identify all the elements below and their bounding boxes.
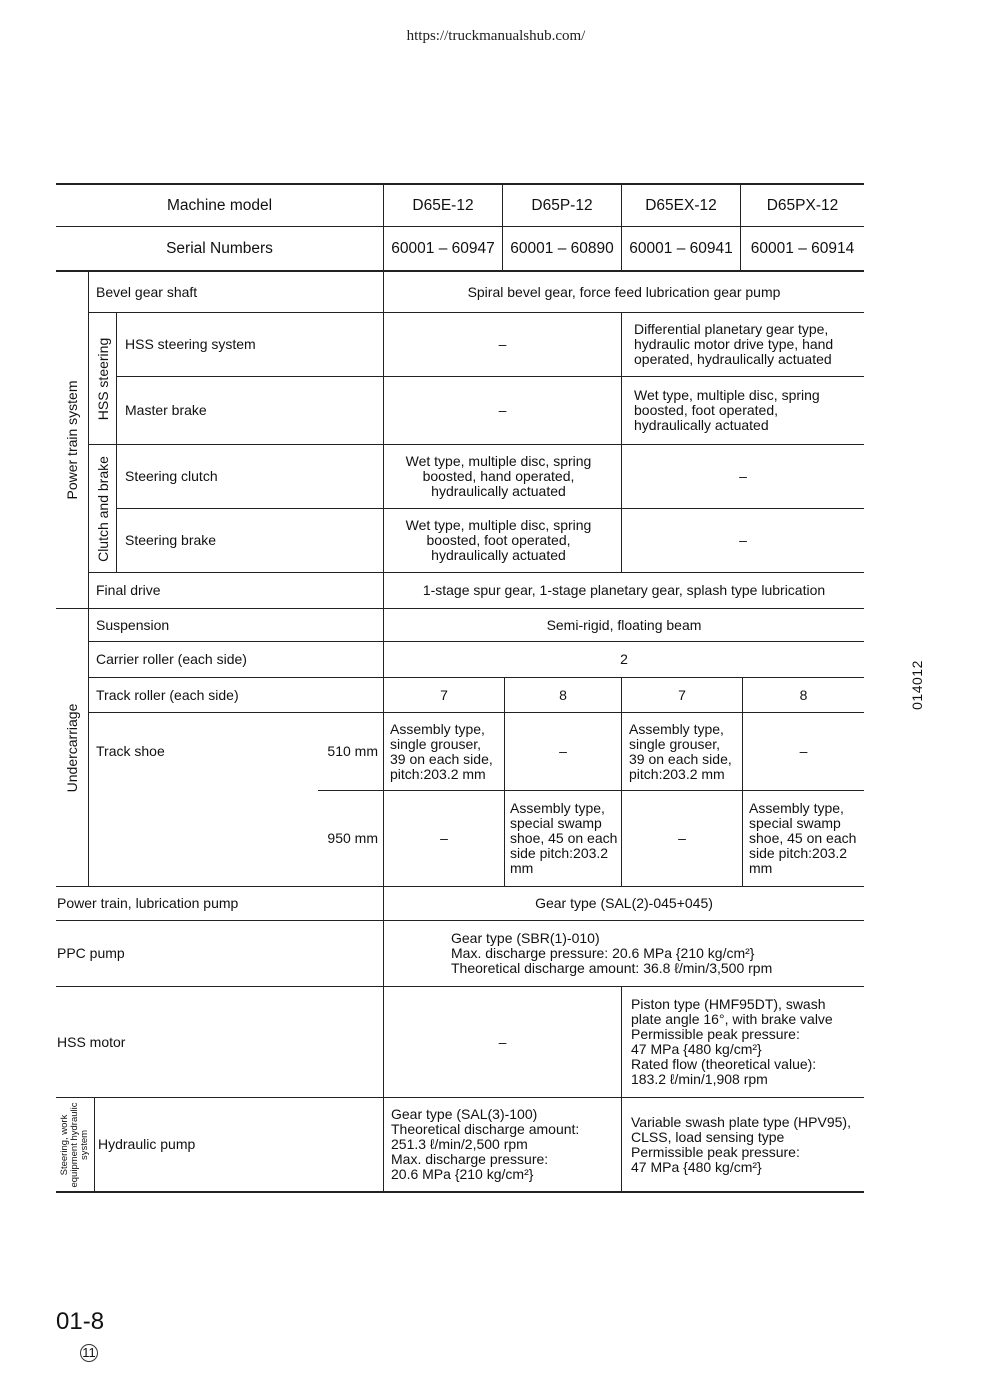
group-steering-hydraulic: Steering, work equipment hydraulic system	[59, 1101, 90, 1188]
master-brake-right: Wet type, multiple disc, spring boosted, foot operated, hydraulically actuated	[634, 387, 820, 433]
page-number: 01-8	[56, 1308, 105, 1335]
bevel-gear-value: Spiral bevel gear, force feed lubrication gear pump	[467, 283, 781, 300]
hydraulic-pump-line: 251.3 ℓ/min/2,500 rpm	[391, 1136, 528, 1152]
hss-motor-line: Piston type (HMF95DT), swash	[631, 996, 826, 1012]
hydraulic-pump-line: 47 MPa {480 kg/cm²}	[631, 1158, 762, 1175]
hss-motor-right	[631, 987, 861, 1097]
track-shoe-label: Track shoe	[96, 743, 165, 759]
group-clutch-brake: Clutch and brake	[94, 455, 111, 562]
track-roller-d65ex: 7	[678, 686, 686, 703]
serial-d65e: 60001 – 60947	[391, 240, 495, 257]
col-rule	[116, 312, 117, 572]
master-brake-label: Master brake	[125, 402, 207, 418]
track-shoe-950-d65ex: –	[678, 830, 686, 846]
track-shoe-510-d65e: Assembly type, single grouser, 39 on each side, pitch:203.2 mm	[390, 720, 493, 782]
hydraulic-pump-line: CLSS, load sensing type	[631, 1128, 785, 1145]
group-hss-steering: HSS steering	[94, 337, 111, 420]
steering-clutch-right: –	[739, 468, 747, 484]
hss-steering-right: Differential planetary gear type, hydraulic motor drive type, hand operated, hydraulically actuated	[634, 321, 834, 367]
track-roller-label: Track roller (each side)	[96, 686, 239, 703]
hss-motor-left: –	[498, 1033, 507, 1050]
track-shoe-510-d65p: –	[559, 743, 567, 759]
lube-pump-label: Power train, lubrication pump	[57, 895, 239, 911]
side-code-text: 014012	[909, 660, 925, 710]
col-rule	[621, 986, 622, 1191]
revision-mark: 11	[80, 1344, 98, 1362]
final-drive-value: 1-stage spur gear, 1-stage planetary gear, splash type lubrication	[422, 582, 826, 598]
serial-numbers-label: Serial Numbers	[166, 240, 273, 257]
serial-d65p: 60001 – 60890	[510, 240, 614, 257]
ppc-line: Gear type (SBR(1)-010)	[451, 930, 600, 946]
col-rule	[94, 1097, 95, 1191]
hss-motor-line: Permissible peak pressure:	[631, 1026, 800, 1042]
track-shoe-510-size: 510 mm	[327, 743, 378, 759]
hss-steering-left: –	[498, 336, 507, 352]
track-shoe-950-size: 950 mm	[327, 830, 378, 846]
track-shoe-950-d65px: Assembly type, special swamp shoe, 45 on each side pitch:203.2 mm	[749, 800, 857, 876]
hss-motor-line: 47 MPa {480 kg/cm²}	[631, 1041, 762, 1057]
hydraulic-pump-line: Theoretical discharge amount:	[391, 1121, 580, 1137]
hss-motor-line: 183.2 ℓ/min/1,908 rpm	[631, 1071, 768, 1087]
hydraulic-pump-line: Permissible peak pressure:	[631, 1143, 800, 1160]
hydraulic-pump-line: Variable swash plate type (HPV95),	[631, 1113, 851, 1130]
track-shoe-950-d65e: –	[440, 830, 448, 846]
hss-motor-line: Rated flow (theoretical value):	[631, 1056, 817, 1072]
bevel-gear-label: Bevel gear shaft	[96, 283, 198, 300]
machine-model-label: Machine model	[166, 197, 273, 214]
ppc-line: Theoretical discharge amount: 36.8 ℓ/min/3,500 rpm	[451, 960, 773, 976]
track-shoe-510-d65px: –	[799, 743, 808, 759]
model-d65e: D65E-12	[412, 197, 474, 214]
model-d65px: D65PX-12	[766, 197, 839, 214]
group-undercarriage: Undercarriage	[64, 703, 80, 792]
master-brake-left: –	[498, 402, 507, 418]
steering-brake-label: Steering brake	[125, 532, 217, 548]
hydraulic-pump-line: Gear type (SAL(3)-100)	[391, 1106, 538, 1122]
hydraulic-pump-line: 20.6 MPa {210 kg/cm²}	[391, 1166, 534, 1182]
model-d65ex: D65EX-12	[645, 197, 717, 214]
ppc-line: Max. discharge pressure: 20.6 MPa {210 kg/cm²}	[451, 945, 755, 961]
track-shoe-950-d65p: Assembly type, special swamp shoe, 45 on each side pitch:203.2 mm	[510, 800, 618, 876]
suspension-value: Semi-rigid, floating beam	[546, 616, 702, 633]
side-code	[905, 655, 929, 715]
hydraulic-pump-line: Max. discharge pressure:	[391, 1151, 549, 1167]
steering-brake-left: Wet type, multiple disc, spring boosted, foot operated, hydraulically actuated	[405, 517, 592, 563]
group-power-train: Power train system	[64, 380, 80, 500]
suspension-label: Suspension	[96, 616, 170, 633]
col-rule	[88, 609, 89, 886]
steering-brake-right: –	[739, 532, 747, 548]
hydraulic-pump-label: Hydraulic pump	[98, 1136, 196, 1152]
steering-clutch-left: Wet type, multiple disc, spring boosted, hand operated, hydraulically actuated	[405, 453, 592, 499]
steering-clutch-label: Steering clutch	[125, 468, 218, 484]
model-d65p: D65P-12	[531, 197, 593, 214]
header-url[interactable]: https://truckmanualshub.com/	[406, 28, 586, 44]
hss-steering-label: HSS steering system	[125, 336, 256, 352]
hss-motor-line: plate angle 16°, with brake valve	[631, 1011, 833, 1027]
track-shoe-510-d65ex: Assembly type, single grouser, 39 on each side, pitch:203.2 mm	[629, 720, 732, 782]
hydraulic-pump-right	[631, 1098, 863, 1191]
track-roller-d65px: 8	[799, 686, 808, 703]
track-roller-d65p: 8	[559, 686, 567, 703]
serial-d65ex: 60001 – 60941	[629, 240, 733, 257]
hydraulic-pump-left	[391, 1098, 619, 1191]
hss-motor-label: HSS motor	[57, 1033, 126, 1050]
rule-bottom	[56, 1191, 864, 1193]
ppc-pump-value	[451, 921, 861, 986]
track-roller-d65e: 7	[440, 686, 448, 703]
lube-pump-value: Gear type (SAL(2)-045+045)	[535, 895, 713, 911]
carrier-roller-label: Carrier roller (each side)	[96, 651, 247, 667]
final-drive-label: Final drive	[96, 582, 161, 598]
carrier-roller-value: 2	[620, 651, 628, 667]
serial-d65px: 60001 – 60914	[750, 240, 855, 257]
ppc-pump-label: PPC pump	[57, 945, 125, 961]
